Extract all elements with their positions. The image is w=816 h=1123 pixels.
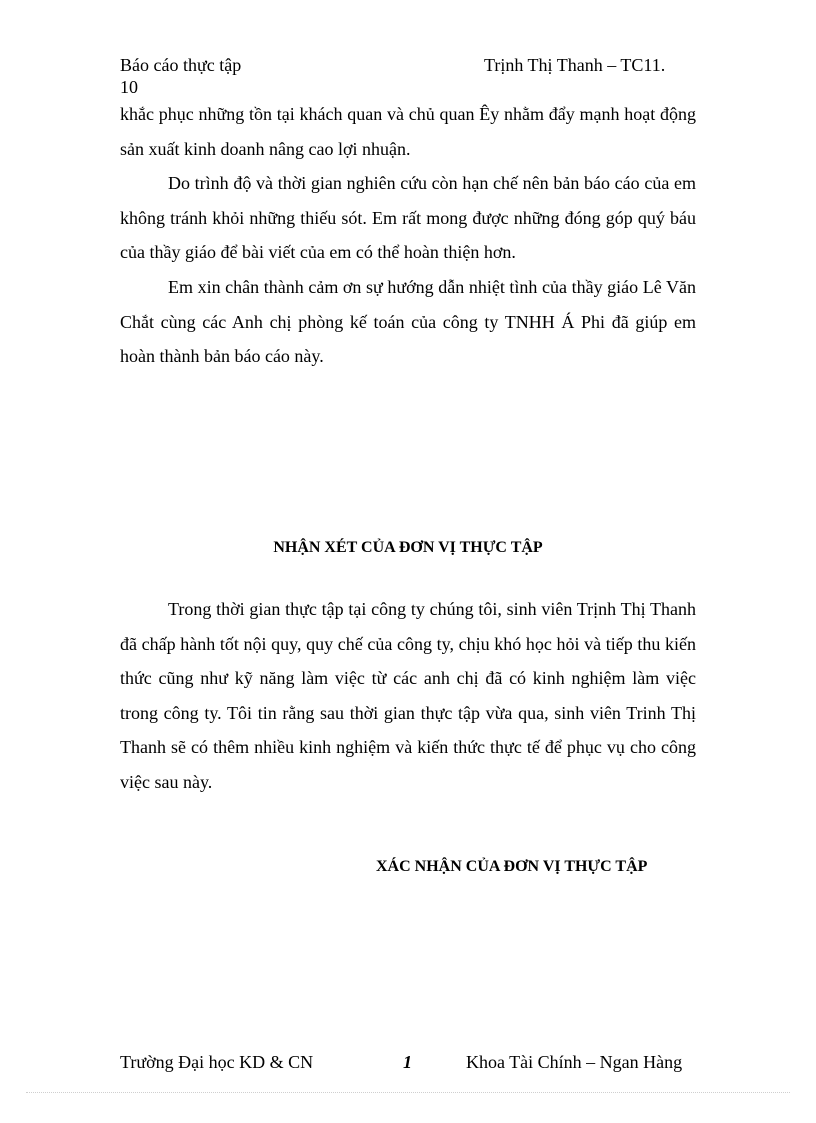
body-paragraph-3: Em xin chân thành cảm ơn sự hướng dẫn nhiệt tình của thầy giáo Lê Văn Chắt cùng các Anh chị phòng kế toán của công ty TNHH Á Phi đã giúp em hoàn thành bản báo cáo này. <box>120 277 696 366</box>
confirmation-title: XÁC NHẬN CỦA ĐƠN VỊ THỰC TẬP <box>376 858 648 875</box>
review-paragraph: Trong thời gian thực tập tại công ty chúng tôi, sinh viên Trịnh Thị Thanh đã chấp hành tốt nội quy, quy chế của công ty, chịu khó học hỏi và tiếp thu kiến thức cũng như kỹ năng làm việc từ các anh chị đã có kinh nghiệm làm việc trong công ty. Tôi tin rằng sau thời gian thực tập vừa qua, sinh viên Trinh Thị Thanh sẽ có thêm nhiều kinh nghiệm và kiến thức thực tế để phục vụ cho công việc sau này. <box>120 599 696 792</box>
bottom-divider <box>26 1092 790 1093</box>
footer-school: Trường Đại học KD & CN <box>120 1052 314 1072</box>
footer-faculty: Khoa Tài Chính – Ngan Hàng <box>466 1052 683 1072</box>
body-paragraph-1: khắc phục những tồn tại khách quan và chủ quan Êy nhằm đẩy mạnh hoạt động sản xuất kinh doanh nâng cao lợi nhuận. <box>120 104 696 159</box>
header-author: Trịnh Thị Thanh – TC11. <box>484 55 666 75</box>
review-section-title: NHẬN XÉT CỦA ĐƠN VỊ THỰC TẬP <box>273 539 543 556</box>
footer-page-number: 1 <box>403 1052 412 1072</box>
header-page-ref: 10 <box>120 77 138 97</box>
body-paragraph-2: Do trình độ và thời gian nghiên cứu còn hạn chế nên bản báo cáo của em không tránh khỏi những thiếu sót. Em rất mong được những đóng góp quý báu của thầy giáo để bài viết của em có thể hoàn thiện hơn. <box>120 173 696 262</box>
header-title: Báo cáo thực tập <box>120 55 242 75</box>
